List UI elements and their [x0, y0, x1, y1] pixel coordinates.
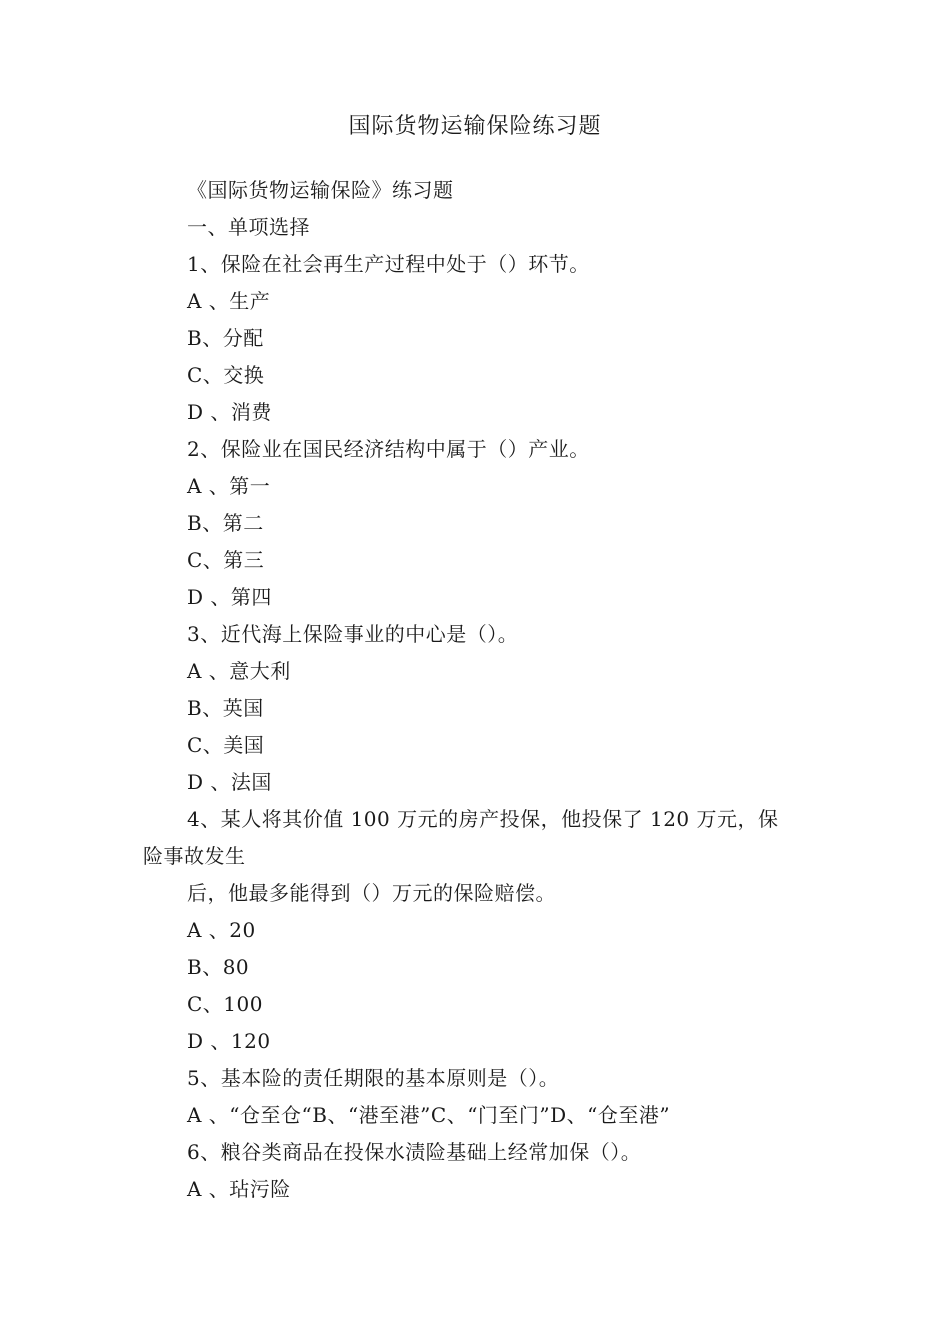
q6-option-a: A 、玷污险	[187, 1177, 291, 1201]
q3-option-c: C、美国	[187, 733, 265, 757]
q4-option-b: B、80	[187, 955, 250, 979]
q3-option-d: D 、法国	[187, 770, 272, 794]
q1-option-a: A 、生产	[187, 289, 271, 313]
q5-options: A 、“仓至仓“B、“港至港”C、“门至门”D、“仓至港”	[187, 1103, 671, 1127]
q3-option-a: A 、意大利	[187, 659, 291, 683]
q1-option-c: C、交换	[187, 363, 265, 387]
document-title: 国际货物运输保险练习题	[348, 114, 602, 139]
q2-option-d: D 、第四	[187, 585, 272, 609]
question-2: 2、保险业在国民经济结构中属于（）产业。	[187, 437, 590, 461]
question-4: 4、某人将其价值 100 万元的房产投保，他投保了 120 万元，保	[187, 807, 779, 831]
subtitle-line: 《国际货物运输保险》练习题	[187, 178, 454, 202]
q1-option-b: B、分配	[187, 326, 264, 350]
q2-option-b: B、第二	[187, 511, 264, 535]
q2-option-a: A 、第一	[187, 474, 271, 498]
question-4-continued: 后，他最多能得到（）万元的保险赔偿。	[187, 881, 556, 905]
question-6: 6、粮谷类商品在投保水渍险基础上经常加保（）。	[187, 1140, 642, 1164]
question-4-wrap: 险事故发生	[143, 844, 246, 868]
q4-option-d: D 、120	[187, 1029, 271, 1053]
q3-option-b: B、英国	[187, 696, 264, 720]
q4-option-c: C、100	[187, 992, 263, 1016]
q4-option-a: A 、20	[187, 918, 256, 942]
q2-option-c: C、第三	[187, 548, 265, 572]
q1-option-d: D 、消费	[187, 400, 272, 424]
question-1: 1、保险在社会再生产过程中处于（）环节。	[187, 252, 590, 276]
question-5: 5、基本险的责任期限的基本原则是（）。	[187, 1066, 560, 1090]
question-3: 3、近代海上保险事业的中心是（）。	[187, 622, 519, 646]
section-heading: 一、单项选择	[187, 215, 310, 239]
